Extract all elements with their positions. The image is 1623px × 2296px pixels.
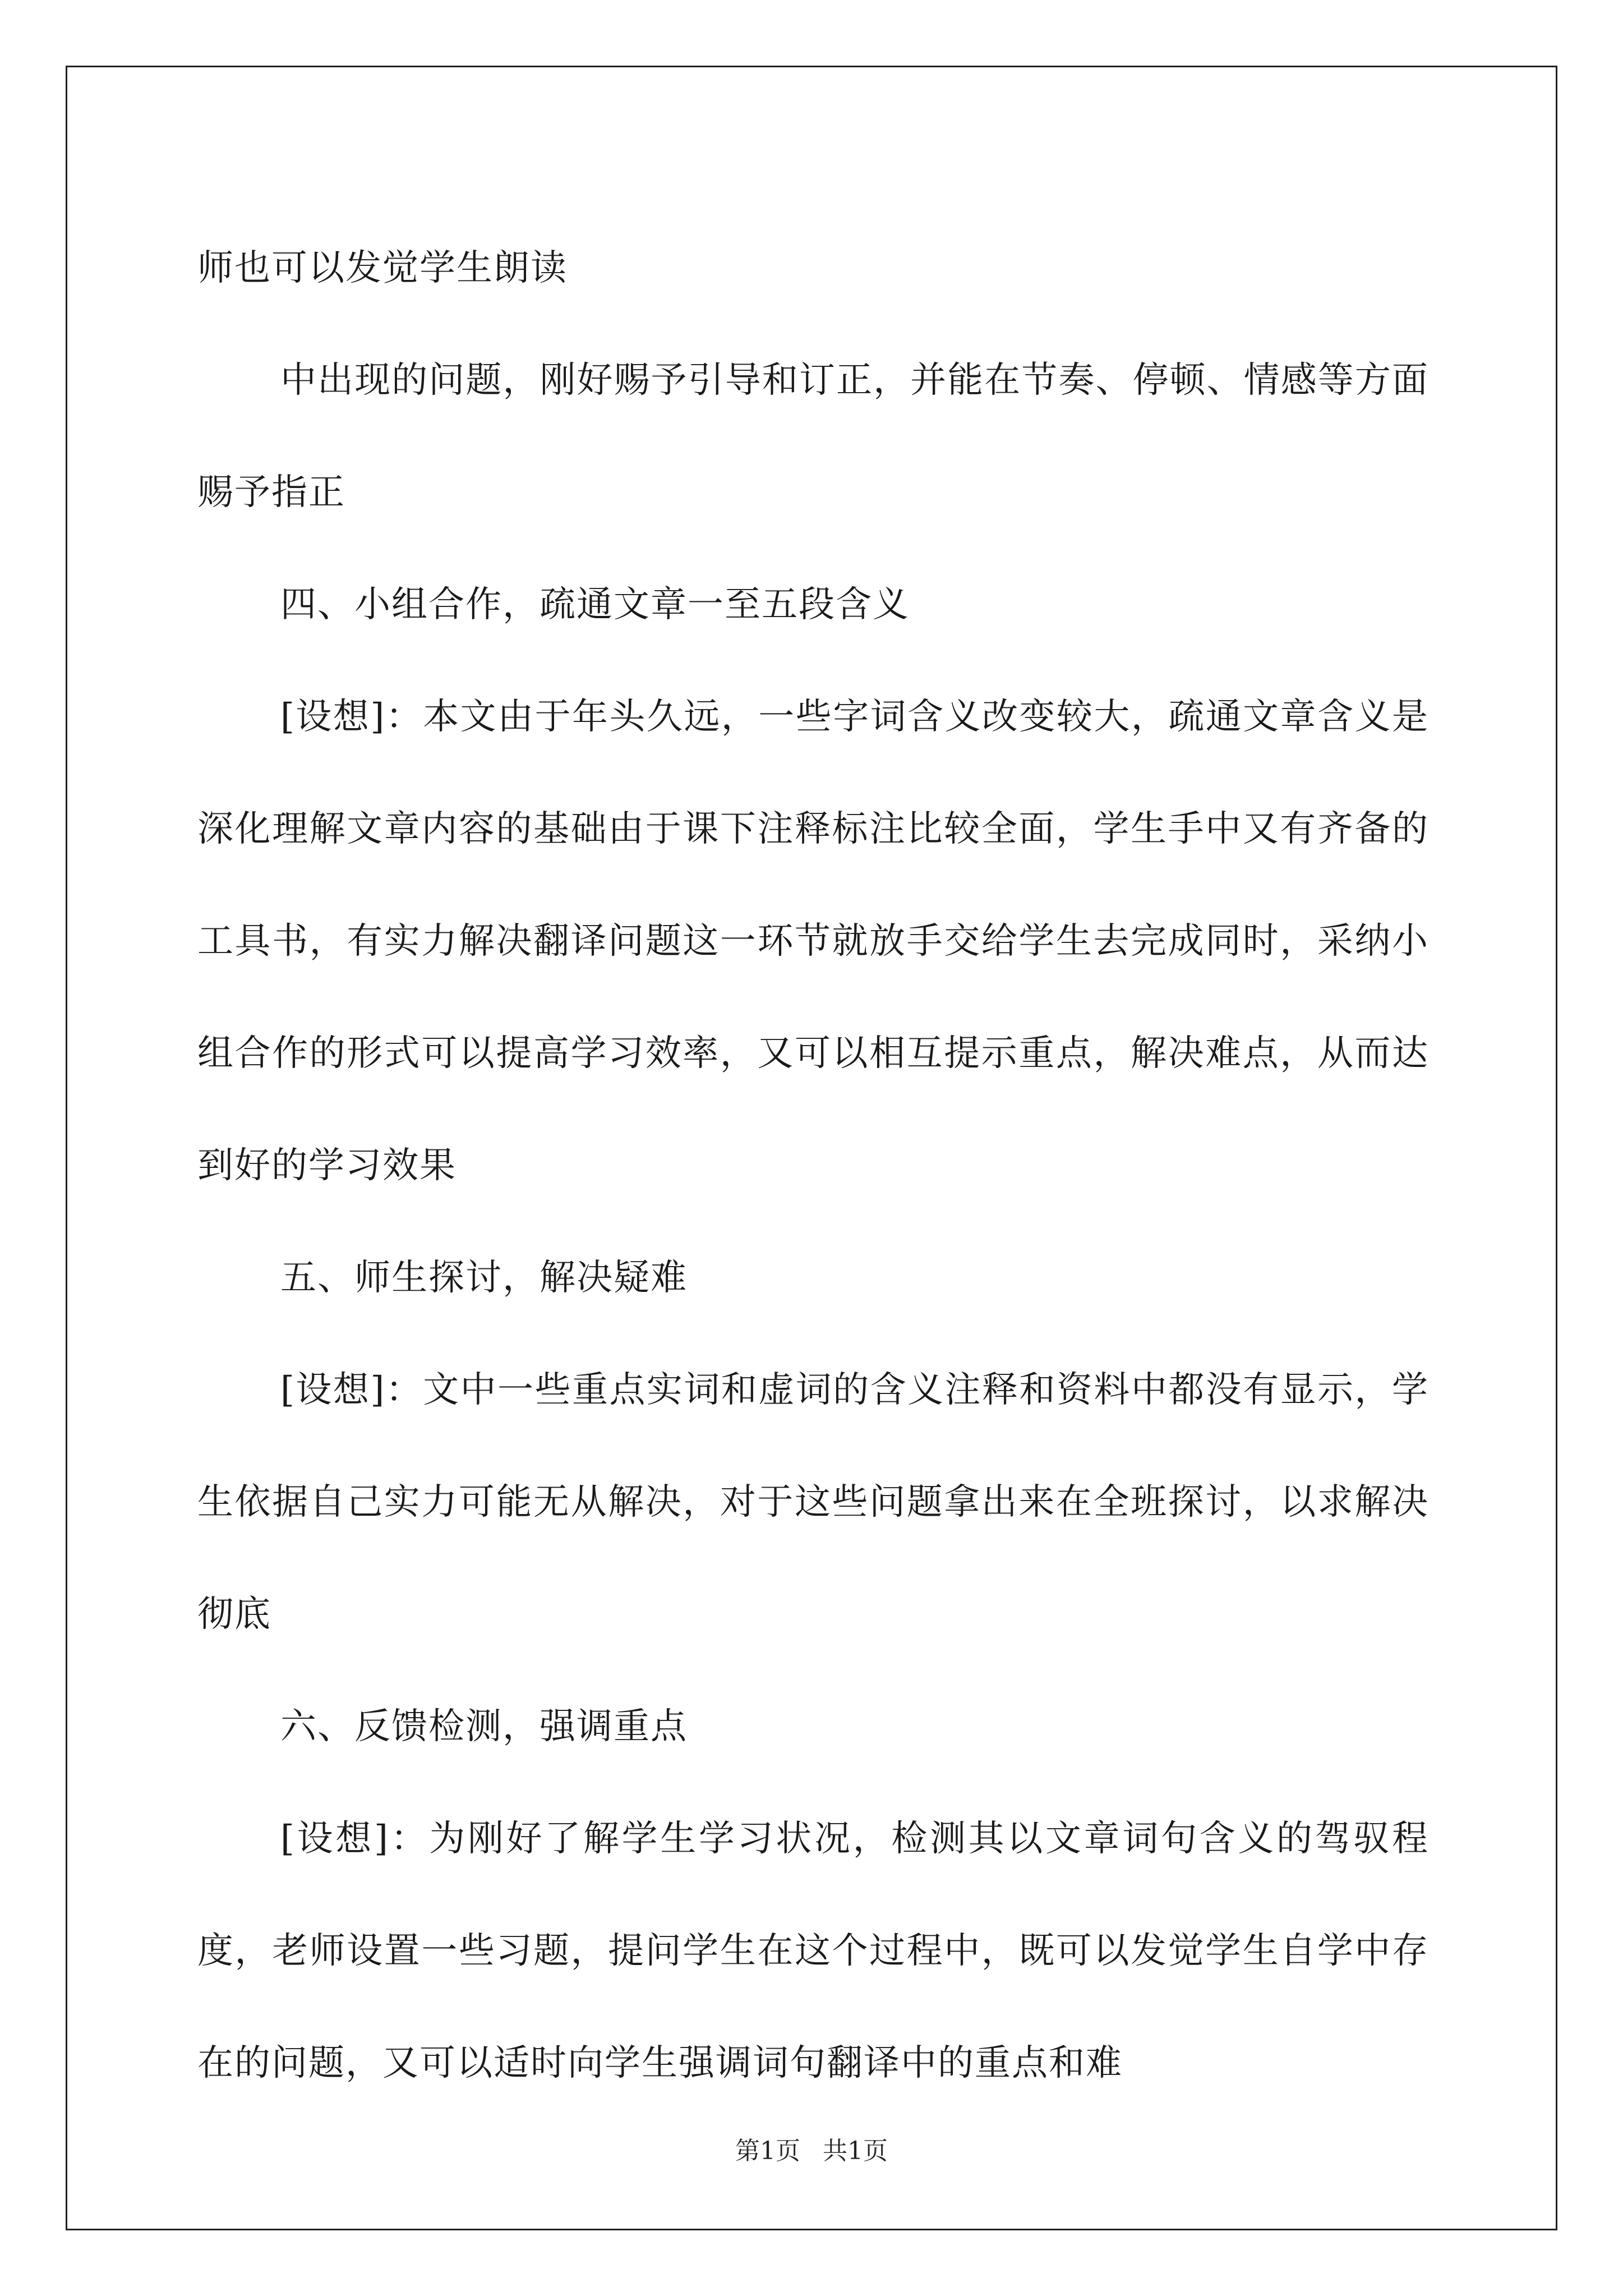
paragraph-design-note-3: [设想]：为刚好了解学生学习状况，检测其以文章词句含义的驾驭程度，老师设置一些习题，提问学生在这个过程中，既可以发觉学生自学中存在的问题，又可以适时向学生强调词句翻译中的重点和难: [197, 1818, 1429, 2084]
paragraph-design-note-2: [设想]：文中一些重点实词和虚词的含义注释和资料中都没有显示，学生依据自己实力可能无从解决，对于这些问题拿出来在全班探讨，以求解决彻底: [197, 1369, 1429, 1635]
document-body: [197, 212, 1429, 2119]
paragraph-1: 师也可以发觉学生朗读: [197, 247, 568, 289]
page-number: 第1页: [735, 2137, 800, 2165]
section-heading-5: 五、师生探讨，解决疑难: [280, 1257, 688, 1299]
page-total: 共1页: [823, 2137, 888, 2165]
page-footer: [0, 2134, 1623, 2168]
paragraph-2: 中出现的问题，刚好赐予引导和订正，并能在节奏、停顿、情感等方面赐予指正: [197, 360, 1429, 513]
paragraph-design-note-1: [设想]：本文由于年头久远，一些字词含义改变较大，疏通文章含义是深化理解文章内容的基础由于课下注释标注比较全面，学生手中又有齐备的工具书，有实力解决翻译问题这一环节就放手交给学生去完成同时，采纳小组合作的形式可以提高学习效率，又可以相互提示重点，解决难点，从而达到好的学习效果: [197, 696, 1429, 1186]
section-heading-4: 四、小组合作，疏通文章一至五段含义: [280, 584, 910, 625]
section-heading-6: 六、反馈检测，强调重点: [280, 1706, 688, 1747]
